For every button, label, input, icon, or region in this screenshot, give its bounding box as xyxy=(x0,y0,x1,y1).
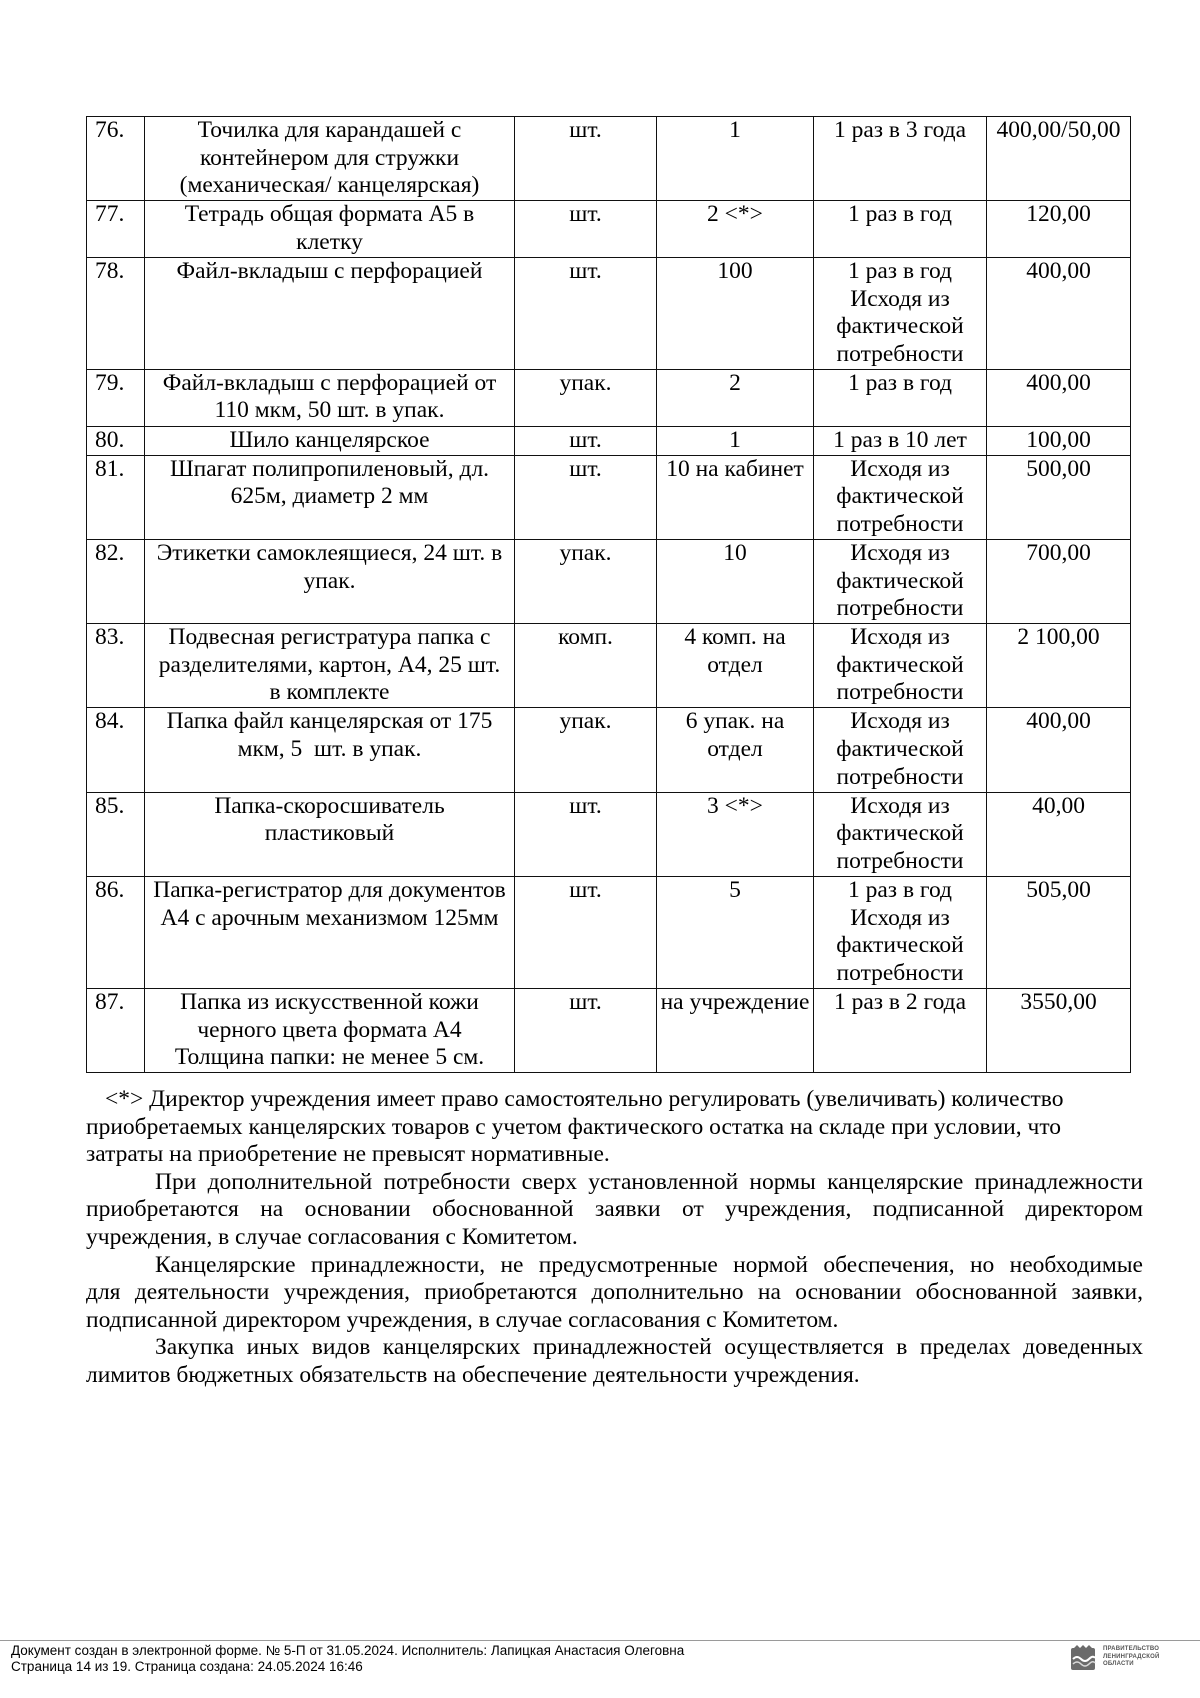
cell-number xyxy=(87,369,145,426)
cell-name-line: 110 мкм, 50 шт. в упак. xyxy=(214,397,445,424)
cell-unit xyxy=(515,201,657,258)
cell-name xyxy=(145,117,515,201)
cell-period-line: потребности xyxy=(836,847,964,874)
cell-quantity-line: отдел xyxy=(707,651,763,678)
cell-period xyxy=(814,624,987,708)
table-row xyxy=(87,988,1131,1072)
cell-name xyxy=(145,708,515,792)
cell-unit xyxy=(515,877,657,989)
cell-name-line: пластиковый xyxy=(264,820,395,847)
cell-name-line: Папка файл канцелярская от 175 xyxy=(166,708,493,735)
cell-number-line: 82. xyxy=(95,539,125,566)
cell-quantity xyxy=(657,988,814,1072)
cell-period-line: Исходя из xyxy=(850,708,950,735)
cell-period xyxy=(814,708,987,792)
cell-period-line: потребности xyxy=(836,679,964,706)
footer xyxy=(11,1643,684,1675)
cell-number xyxy=(87,201,145,258)
cell-quantity-line: 1 xyxy=(729,426,741,453)
cell-number xyxy=(87,988,145,1072)
cell-price xyxy=(987,624,1131,708)
cell-name-line: упак. xyxy=(303,567,356,594)
cell-period-line: 1 раз в 2 года xyxy=(833,988,967,1015)
cell-period-line: Исходя из xyxy=(850,455,950,482)
cell-quantity xyxy=(657,201,814,258)
cell-price xyxy=(987,117,1131,201)
cell-name-line: Папка из искусственной кожи xyxy=(180,988,479,1015)
paragraph xyxy=(86,1252,1143,1335)
table-row xyxy=(87,201,1131,258)
cell-quantity-line: 6 упак. на xyxy=(685,708,785,735)
cell-price-line: 400,00 xyxy=(1026,369,1091,396)
paragraph-line: подписанной директором учреждения, в случае согласования с Комитетом. xyxy=(86,1306,839,1333)
cell-unit xyxy=(515,624,657,708)
cell-name xyxy=(145,539,515,623)
cell-quantity xyxy=(657,117,814,201)
paragraph-line: учреждения, в случае согласования с Комитетом. xyxy=(86,1223,578,1250)
cell-quantity xyxy=(657,369,814,426)
cell-period xyxy=(814,877,987,989)
table-row xyxy=(87,426,1131,455)
cell-unit xyxy=(515,455,657,539)
cell-name-line: черного цвета формата А4 xyxy=(197,1016,462,1043)
cell-number-line: 76. xyxy=(95,117,125,143)
cell-unit-line: шт. xyxy=(569,877,602,904)
footer-divider xyxy=(0,1640,1200,1641)
cell-price-line: 120,00 xyxy=(1026,201,1091,228)
cell-unit-line: шт. xyxy=(569,455,602,482)
cell-period-line: 1 раз в год xyxy=(847,369,953,396)
cell-price xyxy=(987,369,1131,426)
cell-unit-line: шт. xyxy=(569,988,602,1015)
cell-price-line: 40,00 xyxy=(1032,792,1085,819)
cell-price xyxy=(987,426,1131,455)
cell-quantity-line: 1 xyxy=(729,117,741,143)
cell-period-line: фактической xyxy=(836,736,964,763)
cell-unit xyxy=(515,988,657,1072)
table-row xyxy=(87,792,1131,876)
cell-name xyxy=(145,201,515,258)
paragraph-line: Канцелярские принадлежности, не предусмотренные нормой обеспечения, но необходимые xyxy=(155,1251,1143,1278)
cell-number-line: 85. xyxy=(95,792,125,819)
cell-number xyxy=(87,426,145,455)
cell-number-line: 81. xyxy=(95,455,125,482)
cell-name xyxy=(145,455,515,539)
cell-period-line: 1 раз в год xyxy=(847,877,953,904)
footer-document-info: Документ создан в электронной форме. № 5-П от 31.05.2024. Исполнитель: Лапицкая Анастасия Олеговна xyxy=(11,1643,685,1658)
footer-page-info: Страница 14 из 19. Страница создана: 24.05.2024 16:46 xyxy=(11,1659,363,1674)
cell-period-line: потребности xyxy=(836,340,964,367)
cell-price xyxy=(987,257,1131,369)
cell-number xyxy=(87,792,145,876)
logo-line: ЛЕНИНГРАДСКОЙ xyxy=(1103,1653,1160,1660)
cell-quantity-line: 2 <*> xyxy=(707,201,763,228)
cell-price-line: 400,00 xyxy=(1026,708,1091,735)
cell-unit-line: упак. xyxy=(559,539,612,566)
cell-quantity xyxy=(657,624,814,708)
cell-period-line: фактической xyxy=(836,483,964,510)
cell-period-line: потребности xyxy=(836,959,964,986)
cell-price-line: 3550,00 xyxy=(1020,988,1097,1015)
cell-name-line: Шило канцелярское xyxy=(229,426,430,453)
cell-quantity xyxy=(657,455,814,539)
cell-price-line: 700,00 xyxy=(1026,539,1091,566)
cell-period-line: Исходя из xyxy=(850,285,950,312)
cell-number xyxy=(87,257,145,369)
cell-name-line: Файл-вкладыш с перфорацией от xyxy=(162,369,497,396)
cell-number xyxy=(87,539,145,623)
cell-period-line: 1 раз в год xyxy=(847,201,953,228)
table-row xyxy=(87,708,1131,792)
cell-unit xyxy=(515,117,657,201)
cell-unit xyxy=(515,539,657,623)
cell-quantity xyxy=(657,426,814,455)
cell-name-line: Шпагат полипропиленовый, дл. xyxy=(169,455,490,482)
cell-price xyxy=(987,201,1131,258)
cell-unit-line: упак. xyxy=(559,369,612,396)
cell-quantity-line: 10 xyxy=(723,539,747,566)
cell-number-line: 86. xyxy=(95,877,125,904)
cell-period-line: Исходя из xyxy=(850,904,950,931)
table-row xyxy=(87,455,1131,539)
cell-name xyxy=(145,792,515,876)
cell-period-line: 1 раз в 3 года xyxy=(833,117,967,143)
cell-number xyxy=(87,708,145,792)
footnote-line: <*> Директор учреждения имеет право самостоятельно регулировать (увеличивать) количество xyxy=(105,1086,1064,1112)
paragraph-line: лимитов бюджетных обязательств на обеспечение деятельности учреждения. xyxy=(86,1361,860,1388)
cell-quantity xyxy=(657,539,814,623)
logo-line: ОБЛАСТИ xyxy=(1103,1661,1134,1667)
cell-name xyxy=(145,369,515,426)
cell-period-line: фактической xyxy=(836,567,964,594)
cell-period xyxy=(814,539,987,623)
table-row xyxy=(87,539,1131,623)
cell-unit xyxy=(515,792,657,876)
cell-price xyxy=(987,708,1131,792)
cell-period-line: Исходя из xyxy=(850,539,950,566)
cell-name-line: Этикетки самоклеящиеся, 24 шт. в xyxy=(156,539,503,566)
cell-quantity-line: 3 <*> xyxy=(707,792,763,819)
cell-number-line: 87. xyxy=(95,988,125,1015)
cell-period-line: фактической xyxy=(836,651,964,678)
cell-period-line: Исходя из xyxy=(850,624,950,651)
cell-name-line: разделителями, картон, А4, 25 шт. xyxy=(158,651,501,678)
table-row xyxy=(87,117,1131,201)
cell-price xyxy=(987,988,1131,1072)
cell-number xyxy=(87,117,145,201)
cell-price-line: 100,00 xyxy=(1026,426,1091,453)
cell-quantity-line: отдел xyxy=(707,736,763,763)
cell-period xyxy=(814,117,987,201)
cell-quantity-line: 100 xyxy=(717,257,753,284)
cell-quantity xyxy=(657,877,814,989)
table-row xyxy=(87,877,1131,989)
paragraph-line: При дополнительной потребности сверх установленной нормы канцелярские принадлежности xyxy=(155,1168,1143,1195)
cell-unit-line: упак. xyxy=(559,708,612,735)
cell-period-line: потребности xyxy=(836,595,964,622)
cell-period xyxy=(814,201,987,258)
cell-price-line: 500,00 xyxy=(1026,455,1091,482)
cell-name-line: клетку xyxy=(296,228,363,255)
paragraph xyxy=(86,1334,1143,1389)
cell-period-line: потребности xyxy=(836,763,964,790)
logo-line: ПРАВИТЕЛЬСТВО xyxy=(1103,1646,1160,1652)
cell-period-line: 1 раз в 10 лет xyxy=(833,426,967,453)
cell-quantity xyxy=(657,708,814,792)
cell-number-line: 83. xyxy=(95,624,125,651)
cell-price-line: 2 100,00 xyxy=(1017,624,1100,651)
cell-quantity-line: 10 на кабинет xyxy=(666,455,804,482)
cell-unit xyxy=(515,257,657,369)
cell-unit-line: шт. xyxy=(569,257,602,284)
cell-number xyxy=(87,877,145,989)
cell-name xyxy=(145,426,515,455)
cell-name xyxy=(145,624,515,708)
cell-period-line: потребности xyxy=(836,510,964,537)
cell-unit xyxy=(515,426,657,455)
cell-name-line: Подвесная регистратура папка с xyxy=(168,624,491,651)
cell-price xyxy=(987,539,1131,623)
cell-number-line: 79. xyxy=(95,369,125,396)
cell-unit xyxy=(515,369,657,426)
cell-number-line: 78. xyxy=(95,257,125,284)
cell-number xyxy=(87,624,145,708)
footnote xyxy=(86,1086,1143,1169)
cell-number xyxy=(87,455,145,539)
paragraph-line: для деятельности учреждения, приобретаются дополнительно на основании обоснованной заявки, xyxy=(86,1279,1143,1306)
cell-name-line: Точилка для карандашей с xyxy=(197,117,462,143)
cell-name xyxy=(145,988,515,1072)
cell-period-line: фактической xyxy=(836,820,964,847)
cell-price xyxy=(987,455,1131,539)
cell-price-line: 400,00/50,00 xyxy=(996,117,1121,143)
logo-lettering xyxy=(1103,1646,1159,1669)
cell-name-line: мкм, 5 шт. в упак. xyxy=(237,736,422,763)
cell-price xyxy=(987,792,1131,876)
cell-name-line: Файл-вкладыш с перфорацией xyxy=(176,257,483,284)
cell-number-line: 77. xyxy=(95,201,125,228)
cell-price-line: 400,00 xyxy=(1026,257,1091,284)
cell-quantity xyxy=(657,792,814,876)
cell-name xyxy=(145,257,515,369)
cell-name-line: А4 с арочным механизмом 125мм xyxy=(160,904,499,931)
cell-name xyxy=(145,877,515,989)
cell-unit-line: шт. xyxy=(569,792,602,819)
cell-name-line: контейнером для стружки xyxy=(199,144,460,171)
cell-unit-line: шт. xyxy=(569,426,602,453)
cell-quantity-line: 2 xyxy=(729,369,741,396)
cell-unit xyxy=(515,708,657,792)
cell-quantity xyxy=(657,257,814,369)
cell-number-line: 84. xyxy=(95,708,125,735)
cell-period xyxy=(814,426,987,455)
cell-quantity-line: 5 xyxy=(729,877,741,904)
cell-name-line: Папка-регистратор для документов xyxy=(153,877,506,904)
cell-price xyxy=(987,877,1131,989)
cell-number-line: 80. xyxy=(95,426,125,453)
cell-unit-line: шт. xyxy=(569,117,602,143)
cell-name-line: Толщина папки: не менее 5 см. xyxy=(174,1044,485,1071)
cell-period xyxy=(814,792,987,876)
table-row xyxy=(87,624,1131,708)
cell-unit-line: шт. xyxy=(569,201,602,228)
footnote-line: затраты на приобретение не превысят нормативные. xyxy=(86,1141,610,1168)
table-body xyxy=(87,117,1131,1073)
cell-unit-line: комп. xyxy=(558,624,613,651)
cell-quantity-line: 4 комп. на xyxy=(684,624,786,651)
notes-section xyxy=(86,1086,1143,1390)
paragraph-line: приобретаются на основании обоснованной заявки от учреждения, подписанной директором xyxy=(86,1196,1143,1223)
cell-name-line: Тетрадь общая формата А5 в xyxy=(184,201,475,228)
table-row xyxy=(87,257,1131,369)
cell-period-line: 1 раз в год xyxy=(847,257,953,284)
cell-name-line: в комплекте xyxy=(269,679,390,706)
cell-period xyxy=(814,257,987,369)
cell-period xyxy=(814,988,987,1072)
paragraph-line: Закупка иных видов канцелярских принадлежностей осуществляется в пределах доведенных xyxy=(155,1334,1143,1361)
cell-period-line: Исходя из xyxy=(850,792,950,819)
emblem-icon xyxy=(1070,1644,1096,1671)
cell-name-line: Папка-скоросшиватель xyxy=(214,792,445,819)
cell-name-line: 625м, диаметр 2 мм xyxy=(230,483,429,510)
norms-table xyxy=(86,116,1131,1073)
cell-period xyxy=(814,455,987,539)
paragraph xyxy=(86,1169,1143,1252)
table-row xyxy=(87,369,1131,426)
cell-period-line: фактической xyxy=(836,313,964,340)
cell-period xyxy=(814,369,987,426)
footnote-line: приобретаемых канцелярских товаров с учетом фактического остатка на складе при условии, что xyxy=(86,1113,1062,1140)
cell-price-line: 505,00 xyxy=(1026,877,1091,904)
cell-quantity-line: на учреждение xyxy=(660,988,810,1015)
cell-name-line: (механическая/ канцелярская) xyxy=(179,172,480,199)
cell-period-line: фактической xyxy=(836,932,964,959)
